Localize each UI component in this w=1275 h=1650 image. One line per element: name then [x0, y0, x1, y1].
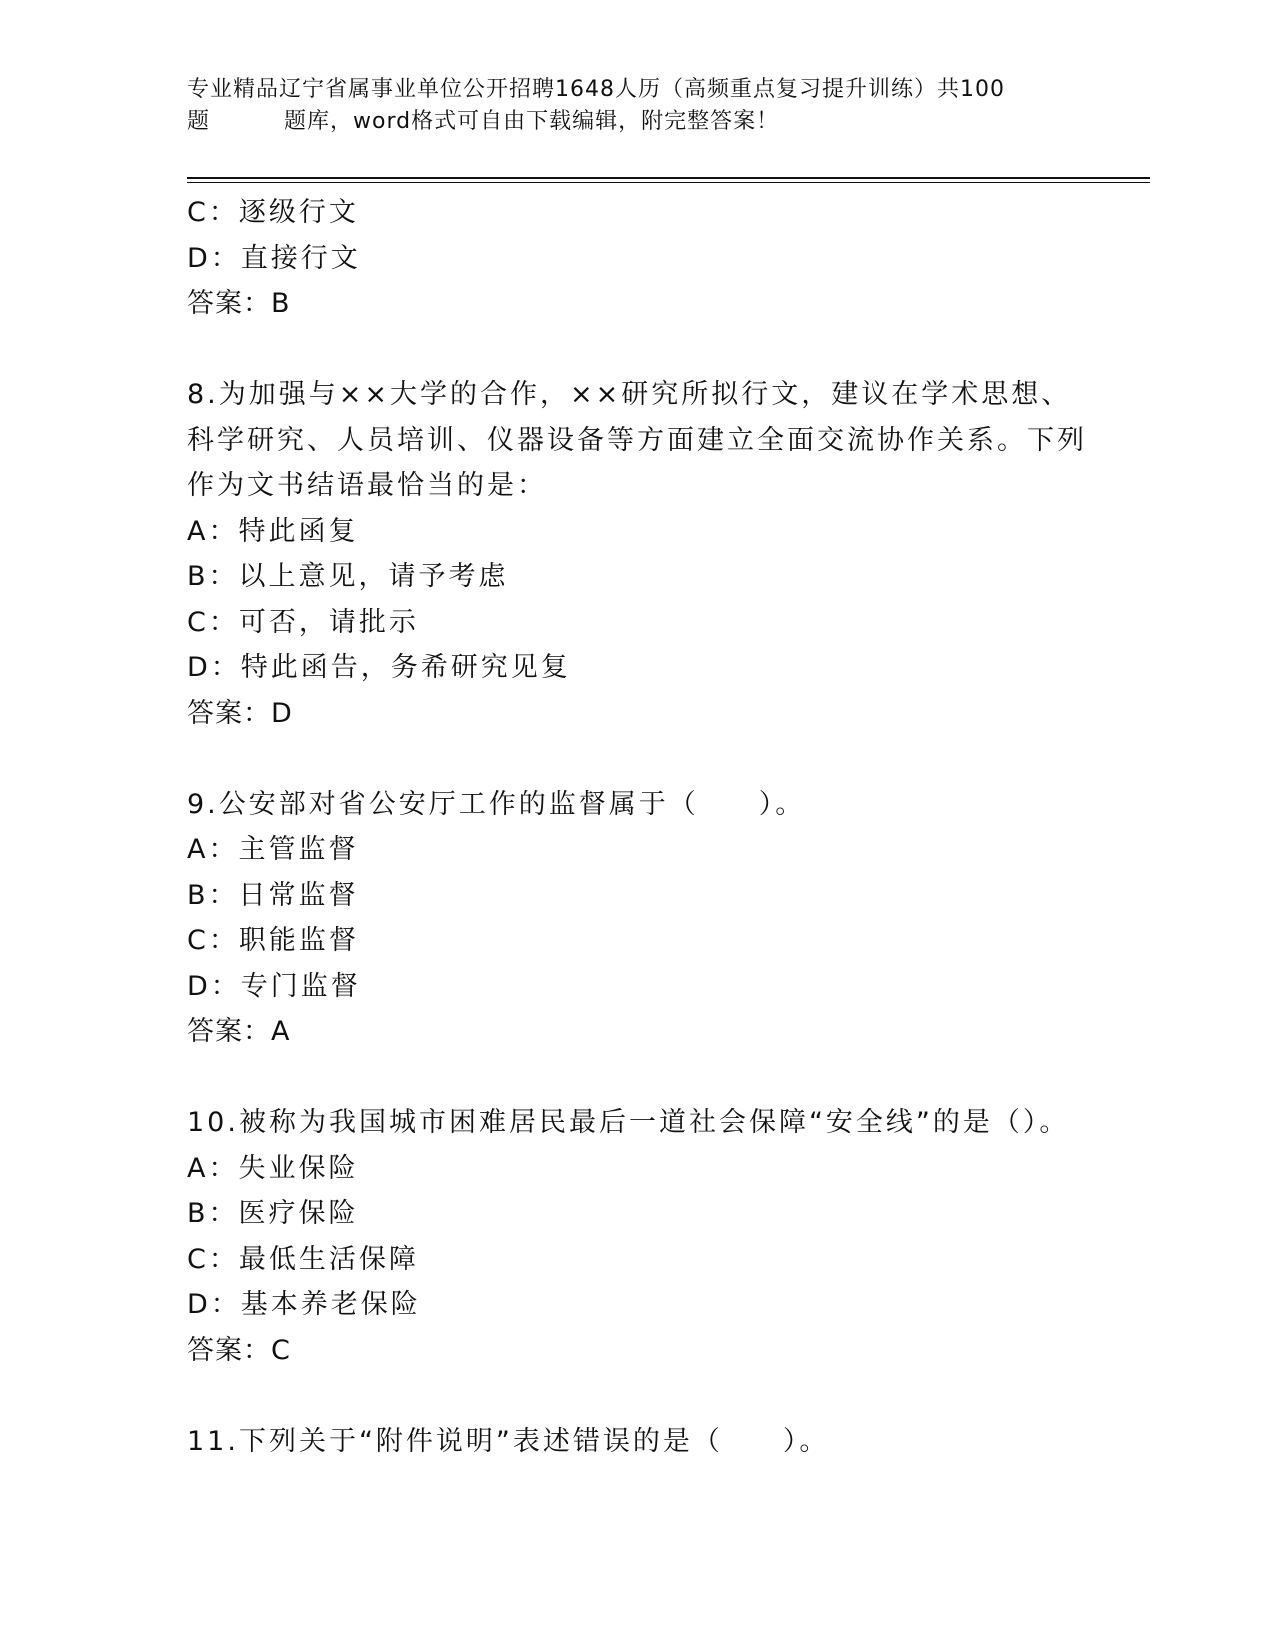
header-line-2 [187, 106, 1087, 138]
document-content [187, 190, 1127, 1464]
spacer [187, 1373, 1127, 1419]
question-stem-line: 8.为加强与××大学的合作，××研究所拟行文，建议在学术思想、 [187, 379, 1072, 410]
option-b: B：医疗保险 [187, 1198, 359, 1229]
header-rule-thin [187, 182, 1150, 183]
spacer [187, 327, 1127, 373]
answer-line: 答案：D [187, 697, 293, 729]
question-10 [187, 1100, 1127, 1373]
question-9 [187, 782, 1127, 1055]
header-line-2-rest: 题库，word格式可自由下载编辑，附完整答案！ [284, 109, 780, 134]
question-stem-line: 科学研究、人员培训、仪器设备等方面建立全面交流协作关系。下列 [187, 424, 1087, 456]
option-c: C：职能监督 [187, 925, 359, 956]
answer-line: 答案：B [187, 288, 291, 319]
header-line-1: 专业精品辽宁省属事业单位公开招聘1648人历（高频重点复习提升训练）共100 [187, 77, 1005, 102]
question-stem-line: 11.下列关于“附件说明”表述错误的是（ ）。 [187, 1425, 830, 1457]
spacer [187, 1055, 1127, 1101]
spacer [187, 736, 1127, 782]
option-d: D：专门监督 [187, 970, 361, 1002]
answer-line: 答案：C [187, 1334, 291, 1366]
option-c: C：逐级行文 [187, 197, 359, 228]
option-b: B：日常监督 [187, 879, 359, 911]
header-rule-thick [187, 177, 1150, 179]
option-a: A：失业保险 [187, 1152, 359, 1184]
option-d: D：直接行文 [187, 242, 361, 274]
question-stem-line: 10.被称为我国城市困难居民最后一道社会保障“安全线”的是（）。 [187, 1107, 1070, 1138]
header-line-2-lead: 题 [187, 109, 211, 134]
option-a: A：主管监督 [187, 834, 359, 865]
option-c: C：可否，请批示 [187, 606, 419, 638]
question-11 [187, 1419, 1127, 1465]
page-header [187, 74, 1087, 138]
question-8 [187, 372, 1127, 736]
option-d: D：基本养老保险 [187, 1289, 421, 1320]
option-b: B：以上意见，请予考虑 [187, 561, 509, 592]
question-stem-line: 作为文书结语最恰当的是： [187, 470, 547, 501]
option-d: D：特此函告，务希研究见复 [187, 652, 571, 683]
question-stem-line: 9.公安部对省公安厅工作的监督属于（ ）。 [187, 788, 806, 820]
answer-line: 答案：A [187, 1016, 291, 1047]
option-a: A：特此函复 [187, 515, 359, 547]
option-c: C：最低生活保障 [187, 1243, 419, 1275]
question-continuation [187, 190, 1127, 327]
